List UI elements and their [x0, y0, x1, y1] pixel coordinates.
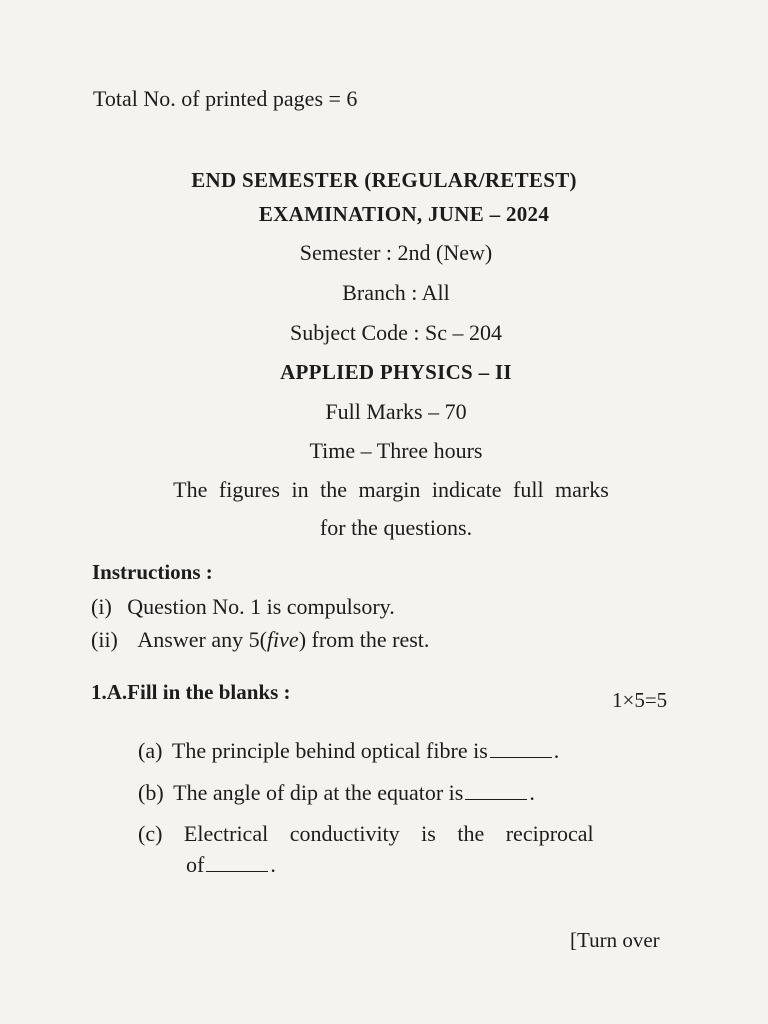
blank-question: (b) The angle of dip at the equator is . — [138, 780, 535, 805]
instruction-item — [91, 594, 395, 620]
answer-blank — [490, 739, 552, 758]
instruction-number: (ii) — [91, 627, 118, 652]
exam-time: Time – Three hours — [309, 438, 483, 463]
instruction-number: (i) — [91, 594, 112, 619]
total-pages-note: Total No. of printed pages = 6 — [93, 86, 358, 111]
question-text: Electrical conductivity is the reciprocal — [183, 821, 594, 846]
answer-blank — [206, 853, 268, 872]
subject-code: Subject Code : Sc – 204 — [289, 320, 503, 345]
question-letter: (a) — [138, 738, 163, 763]
instructions-heading: Instructions : — [92, 560, 213, 584]
question-1-marks: 1×5=5 — [612, 688, 668, 712]
turn-over-note: [Turn over — [570, 928, 660, 952]
question-text: The angle of dip at the equator is — [173, 780, 464, 805]
semester: Semester : 2nd (New) — [299, 240, 493, 265]
question-text: The principle behind optical fibre is — [171, 738, 488, 763]
margin-note-line2: for the questions. — [319, 515, 473, 540]
instruction-text: Answer any 5(five) from the rest. — [137, 627, 430, 652]
question-letter: (c) — [138, 821, 163, 846]
margin-note-line1: The figures in the margin indicate full marks — [173, 477, 609, 502]
answer-blank — [465, 781, 527, 800]
branch: Branch : All — [342, 280, 450, 305]
exam-title-line1: END SEMESTER (REGULAR/RETEST) — [191, 168, 577, 192]
exam-title-line2: EXAMINATION, JUNE – 2024 — [258, 202, 550, 226]
question-letter: (b) — [138, 780, 164, 805]
blank-question — [138, 821, 688, 847]
subject-title: APPLIED PHYSICS – II — [280, 360, 512, 384]
question-1-label: 1.A.Fill in the blanks : — [91, 680, 291, 704]
blank-question: (a) The principle behind optical fibre is . — [138, 738, 560, 763]
blank-question-continued: of . — [186, 852, 276, 877]
instruction-text: Question No. 1 is compulsory. — [127, 594, 395, 619]
full-marks: Full Marks – 70 — [325, 399, 467, 424]
instruction-item — [91, 627, 429, 653]
